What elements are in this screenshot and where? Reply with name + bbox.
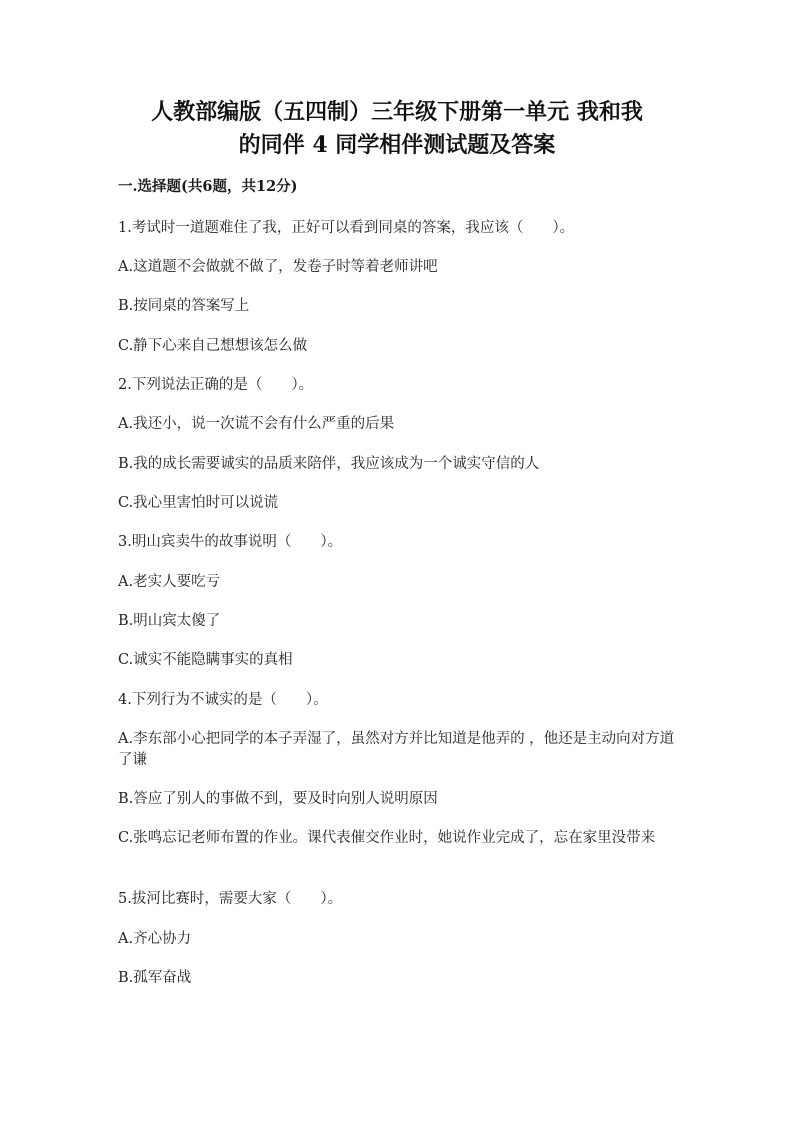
- answer-option: B.明山宾太傻了: [118, 613, 221, 629]
- answer-option: A.李东部小心把同学的本子弄湿了，虽然对方并比知道是他弄的 ，他还是主动向对方道了谦: [118, 731, 675, 768]
- answer-option: C.张鸣忘记老师布置的作业。课代表催交作业时，她说作业完成了，忘在家里没带来: [118, 830, 656, 846]
- section-heading: 一.选择题(共6题，共12分): [118, 178, 298, 195]
- answer-option: B.答应了别人的事做不到，要及时向别人说明原因: [118, 791, 438, 807]
- answer-option: B.孤军奋战: [118, 970, 192, 986]
- answer-option: C.静下心来自己想想该怎么做: [118, 338, 308, 354]
- question-stem: 1.考试时一道题难住了我，正好可以看到同桌的答案，我应该（ ）。: [118, 220, 575, 236]
- answer-option: A.老实人要吃亏: [118, 574, 221, 590]
- answer-option: A.我还小，说一次谎不会有什么严重的后果: [118, 416, 395, 432]
- answer-option: C.我心里害怕时可以说谎: [118, 495, 279, 511]
- question-stem: 4.下列行为不诚实的是（ ）。: [118, 692, 328, 708]
- question-stem: 3.明山宾卖牛的故事说明（ ）。: [118, 534, 343, 550]
- document-title-line-1: 人教部编版（五四制）三年级下册第一单元 我和我: [151, 99, 643, 125]
- answer-option: C.诚实不能隐瞒事实的真相: [118, 652, 293, 668]
- answer-option: B.我的成长需要诚实的品质来陪伴，我应该成为一个诚实守信的人: [118, 456, 540, 472]
- document-title-line-2: 的同伴 4 同学相伴测试题及答案: [238, 132, 556, 158]
- answer-option: A.齐心协力: [118, 931, 192, 947]
- answer-option: B.按同桌的答案写上: [118, 298, 250, 314]
- question-stem: 2.下列说法正确的是（ ）。: [118, 377, 314, 393]
- question-stem: 5.拔河比赛时，需要大家（ ）。: [118, 891, 343, 907]
- answer-option: A.这道题不会做就不做了，发卷子时等着老师讲吧: [118, 259, 438, 275]
